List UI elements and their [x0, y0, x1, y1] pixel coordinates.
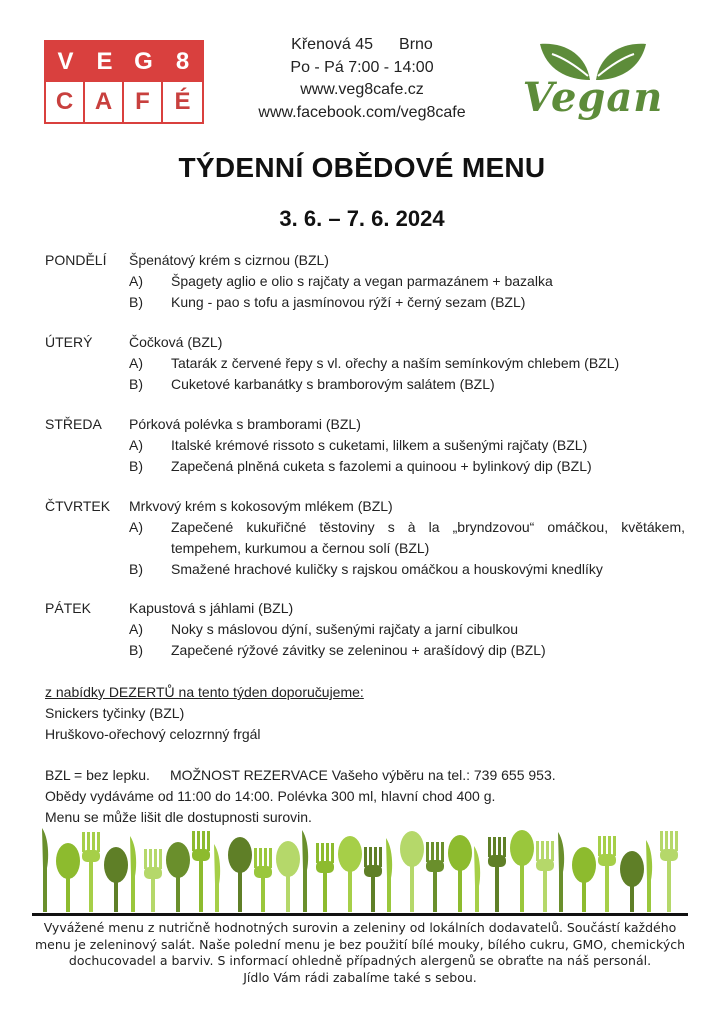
website-link[interactable]: www.veg8cafe.cz [300, 81, 424, 98]
spoon-icon [166, 842, 190, 912]
fork-icon [488, 837, 506, 912]
day-name: PÁTEK [45, 600, 91, 616]
spoon-icon [276, 841, 300, 912]
day-section-thursday [45, 496, 685, 582]
spoon-icon [338, 836, 362, 912]
date-range: 3. 6. – 7. 6. 2024 [279, 206, 445, 231]
soup: Čočková (BZL) [129, 334, 223, 350]
option-label: A) [129, 273, 143, 289]
knife-icon [42, 828, 48, 912]
day-section-tuesday [45, 332, 685, 396]
knife-icon [302, 830, 308, 912]
day-name: ÚTERÝ [45, 334, 93, 350]
option-label: B) [129, 561, 143, 577]
fork-icon [364, 847, 382, 912]
logo-letter: V [46, 42, 85, 82]
spoon-icon [228, 837, 252, 912]
fork-icon [536, 841, 554, 912]
vegan-logo [518, 36, 668, 126]
option-text: Tatarák z červené řepy s vl. ořechy a naším semínkovým chlebem (BZL) [171, 355, 620, 371]
opening-hours: Po - Pá 7:00 - 14:00 [290, 58, 434, 76]
fork-icon [144, 849, 162, 912]
spoon-icon [400, 831, 424, 912]
spoon-icon [56, 843, 80, 912]
serving-note: Obědy vydáváme od 11:00 do 14:00. Polévka 300 ml, hlavní chod 400 g. [45, 788, 496, 804]
cutlery-decoration [38, 824, 688, 912]
fork-icon [254, 848, 272, 912]
logo-letter: C [46, 82, 85, 122]
option-label: A) [129, 621, 143, 637]
option-text: Smažené hrachové kuličky s rajskou omáčkou a houskovými knedlíky [171, 561, 603, 577]
option-text: Zapečená plněná cuketa s fazolemi a quinoou + bylinkový dip (BZL) [171, 458, 592, 474]
fork-icon [316, 843, 334, 912]
availability-note: Menu se může lišit dle dostupnosti surovin. [45, 809, 312, 825]
day-section-monday [45, 250, 685, 314]
option-label: A) [129, 519, 143, 535]
logo-letter: G [124, 42, 163, 82]
dessert-section [45, 682, 364, 745]
contact-street: Křenová 45 [291, 36, 374, 53]
soup: Mrkvový krém s kokosovým mlékem (BZL) [129, 498, 393, 514]
notes-section [45, 765, 556, 828]
spoon-icon [620, 851, 644, 912]
reservation-note: MOŽNOST REZERVACE Vašeho výběru na tel.: 739 655 953. [169, 767, 556, 783]
knife-icon [386, 838, 392, 912]
spoon-icon [104, 847, 128, 912]
veg8-cafe-logo [44, 40, 204, 124]
bzl-note: BZL = bez lepku. [45, 767, 150, 783]
dessert-item: Hruškovo-ořechový celozrnný frgál [45, 726, 261, 742]
day-name: PONDĚLÍ [45, 252, 107, 268]
option-label: B) [129, 458, 143, 474]
option-label: A) [129, 437, 143, 453]
day-section-wednesday [45, 414, 685, 478]
option-text: Noky s máslovou dýní, sušenými rajčaty a jarní cibulkou [171, 621, 519, 637]
spoon-icon [572, 847, 596, 912]
soup: Pórková polévka s bramborami (BZL) [129, 416, 361, 432]
day-name: STŘEDA [45, 416, 102, 432]
contact-block [232, 34, 492, 124]
knife-icon [130, 836, 136, 912]
knife-icon [646, 840, 652, 912]
option-text: Kung - pao s tofu a jasmínovou rýží + černý sezam (BZL) [171, 294, 526, 310]
fork-icon [660, 831, 678, 912]
vegan-logo-text: Vegan [522, 74, 664, 121]
footer-line: menu je zeleninový salát. Naše polední menu je bez použití bílé mouky, bílého cukru, GMO, chemických [34, 936, 686, 952]
fork-icon [82, 832, 100, 912]
knife-icon [558, 832, 564, 912]
logo-letter: É [163, 82, 202, 122]
facebook-link[interactable]: www.facebook.com/veg8cafe [258, 103, 466, 121]
footer-line: dochucovadel a barviv. S informací ohledně případných alergenů se obraťte na náš personál. [68, 953, 652, 968]
fork-icon [426, 842, 444, 912]
fork-icon [192, 831, 210, 912]
option-text: Italské krémové rissoto s cuketami, lilkem a sušenými rajčaty (BZL) [171, 437, 588, 453]
logo-letter: 8 [163, 42, 202, 82]
option-label: B) [129, 294, 143, 310]
dessert-header: z nabídky DEZERTŮ na tento týden doporučujeme: [45, 684, 364, 700]
option-text: Cuketové karbanátky s bramborovým salátem (BZL) [171, 376, 495, 392]
footer-divider [32, 913, 688, 916]
option-text: Zapečené kukuřičné těstoviny s à la „bryndzovou“ omáčkou, květákem, tempehem, kurkumou a černou solí (BZL) [171, 519, 685, 556]
logo-letter: F [124, 82, 163, 122]
option-text: Špagety aglio e olio s rajčaty a vegan parmazánem + bazalka [171, 273, 553, 289]
option-label: A) [129, 355, 143, 371]
spoon-icon [510, 830, 534, 912]
page-title: TÝDENNÍ OBĚDOVÉ MENU [178, 152, 546, 183]
knife-icon [214, 844, 220, 912]
option-label: B) [129, 376, 143, 392]
contact-city: Brno [399, 36, 433, 53]
fork-icon [598, 836, 616, 912]
option-label: B) [129, 642, 143, 658]
option-text: Zapečené rýžové závitky se zeleninou + arašídový dip (BZL) [171, 642, 546, 658]
dessert-item: Snickers tyčinky (BZL) [45, 705, 185, 721]
soup: Špenátový krém s cizrnou (BZL) [129, 252, 329, 268]
footer-line: Vyvážené menu z nutričně hodnotných surovin a zeleniny od lokálních dodavatelů. Součástí každého [43, 920, 677, 935]
footer-line: Jídlo Vám rádi zabalíme také s sebou. [243, 969, 477, 985]
footer-text [32, 920, 688, 986]
soup: Kapustová s jáhlami (BZL) [129, 600, 294, 616]
knife-icon [474, 846, 480, 912]
spoon-icon [448, 835, 472, 912]
logo-letter: A [85, 82, 124, 122]
day-section-friday [45, 598, 685, 662]
logo-letter: E [85, 42, 124, 82]
day-name: ČTVRTEK [45, 498, 111, 514]
